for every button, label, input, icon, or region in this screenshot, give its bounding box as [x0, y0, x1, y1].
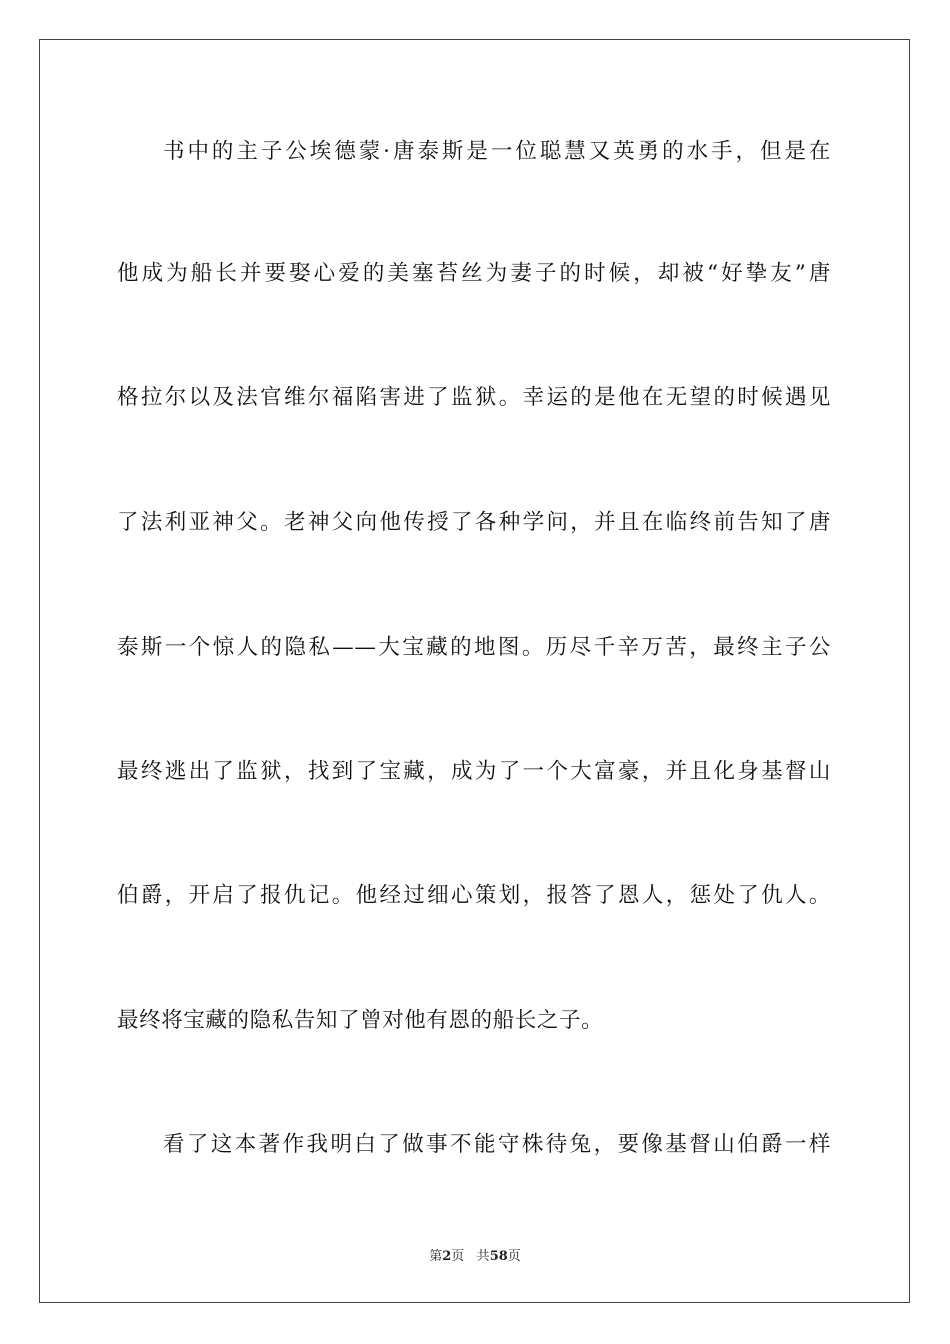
page-label-prefix: 第	[429, 1249, 443, 1264]
page-footer	[0, 1248, 950, 1266]
total-label-prefix: 共	[476, 1249, 490, 1264]
paragraph-line-4: 了法利亚神父。老神父向他传授了各种学问，并且在临终前告知了唐	[117, 510, 831, 535]
total-label-suffix: 页	[507, 1249, 521, 1264]
paragraph-line-6: 最终逃出了监狱，找到了宝藏，成为了一个大富豪，并且化身基督山	[117, 759, 831, 784]
paragraph-line-2: 他成为船长并要娶心爱的美塞苔丝为妻子的时候，却被“好挚友”唐	[117, 261, 831, 286]
paragraph-line-3: 格拉尔以及法官维尔福陷害进了监狱。幸运的是他在无望的时候遇见	[117, 385, 831, 410]
paragraph-line-9: 看了这本著作我明白了做事不能守株待兔，要像基督山伯爵一样	[163, 1132, 831, 1157]
paragraph-line-5: 泰斯一个惊人的隐私——大宝藏的地图。历尽千辛万苦，最终主子公	[117, 635, 831, 660]
page-number: 2	[442, 1249, 452, 1264]
paragraph-line-1: 书中的主子公埃德蒙·唐泰斯是一位聪慧又英勇的水手，但是在	[163, 139, 831, 164]
page-border	[39, 39, 910, 1303]
paragraph-line-7: 伯爵，开启了报仇记。他经过细心策划，报答了恩人，惩处了仇人。	[117, 883, 831, 908]
page-label-suffix: 页	[451, 1249, 465, 1264]
total-pages: 58	[489, 1249, 508, 1264]
paragraph-line-8: 最终将宝藏的隐私告知了曾对他有恩的船长之子。	[117, 1008, 604, 1033]
